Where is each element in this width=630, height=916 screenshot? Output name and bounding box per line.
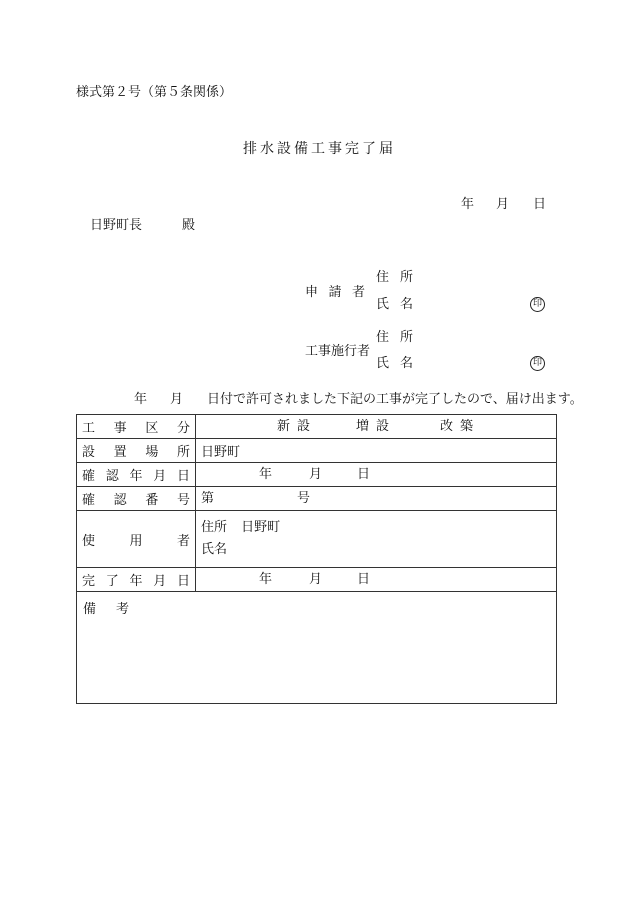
table-row: [77, 592, 557, 704]
applicant-name-label: 氏 名: [376, 297, 413, 312]
option-extension[interactable]: 増設: [356, 418, 397, 434]
contractor-label: 工事施行者: [305, 344, 371, 359]
title-char: 排: [243, 141, 257, 157]
contractor-name-label: 氏 名: [376, 356, 413, 371]
statement-month-label: 月: [170, 392, 184, 407]
location-label: 設 置 場 所: [77, 439, 196, 463]
seal-icon: 印: [530, 297, 545, 312]
title-char: 工: [311, 141, 325, 157]
completion-date-label: 完 了 年 月 日: [77, 568, 196, 592]
statement-text: 日付で許可されました下記の工事が完了したので、届け出ます。: [207, 392, 583, 407]
remarks-label: 備 考: [83, 602, 129, 617]
table-row: [77, 568, 557, 592]
option-new[interactable]: 新設: [277, 418, 318, 434]
option-rebuild[interactable]: 改築: [440, 418, 481, 434]
table-row: [77, 463, 557, 487]
title-char: 完: [345, 141, 359, 157]
confirmation-number-value[interactable]: 第 号: [196, 487, 557, 511]
construction-type-label: 工 事 区 分: [77, 415, 196, 439]
title-char: 水: [260, 141, 274, 157]
statement-year-label: 年: [134, 392, 148, 407]
form-number: 様式第２号（第５条関係）: [76, 85, 233, 100]
date-month-label: 月: [496, 197, 510, 212]
title-char: 備: [294, 141, 308, 157]
table-row: [77, 415, 557, 439]
table-row: [77, 511, 557, 568]
confirmation-date-value[interactable]: 年 月 日: [196, 463, 557, 487]
contractor-address-label: 住 所: [376, 330, 413, 345]
construction-type-value[interactable]: [196, 415, 557, 439]
date-year-label: 年: [461, 197, 475, 212]
addressee-name: 日野町長: [90, 218, 143, 233]
applicant-label: 申 請 者: [305, 285, 365, 300]
remarks-cell[interactable]: [77, 592, 557, 704]
confirmation-date-label: 確 認 年 月 日: [77, 463, 196, 487]
confirmation-number-label: 確 認 番 号: [77, 487, 196, 511]
title-char: 事: [328, 141, 342, 157]
title-char: 了: [362, 141, 376, 157]
table-row: [77, 439, 557, 463]
title-char: 届: [379, 141, 393, 157]
completion-date-value[interactable]: 年 月 日: [196, 568, 557, 592]
page-title: [243, 142, 393, 156]
date-day-label: 日: [533, 197, 547, 212]
location-value[interactable]: 日野町: [196, 439, 557, 463]
title-char: 設: [277, 141, 291, 157]
applicant-address-label: 住 所: [376, 270, 413, 285]
addressee-honorific: 殿: [182, 218, 196, 233]
user-label: 使 用 者: [77, 511, 196, 568]
seal-icon: 印: [530, 356, 545, 371]
table-row: [77, 487, 557, 511]
completion-form-table: [76, 414, 557, 704]
user-value[interactable]: 住所 日野町 氏名: [196, 511, 557, 568]
